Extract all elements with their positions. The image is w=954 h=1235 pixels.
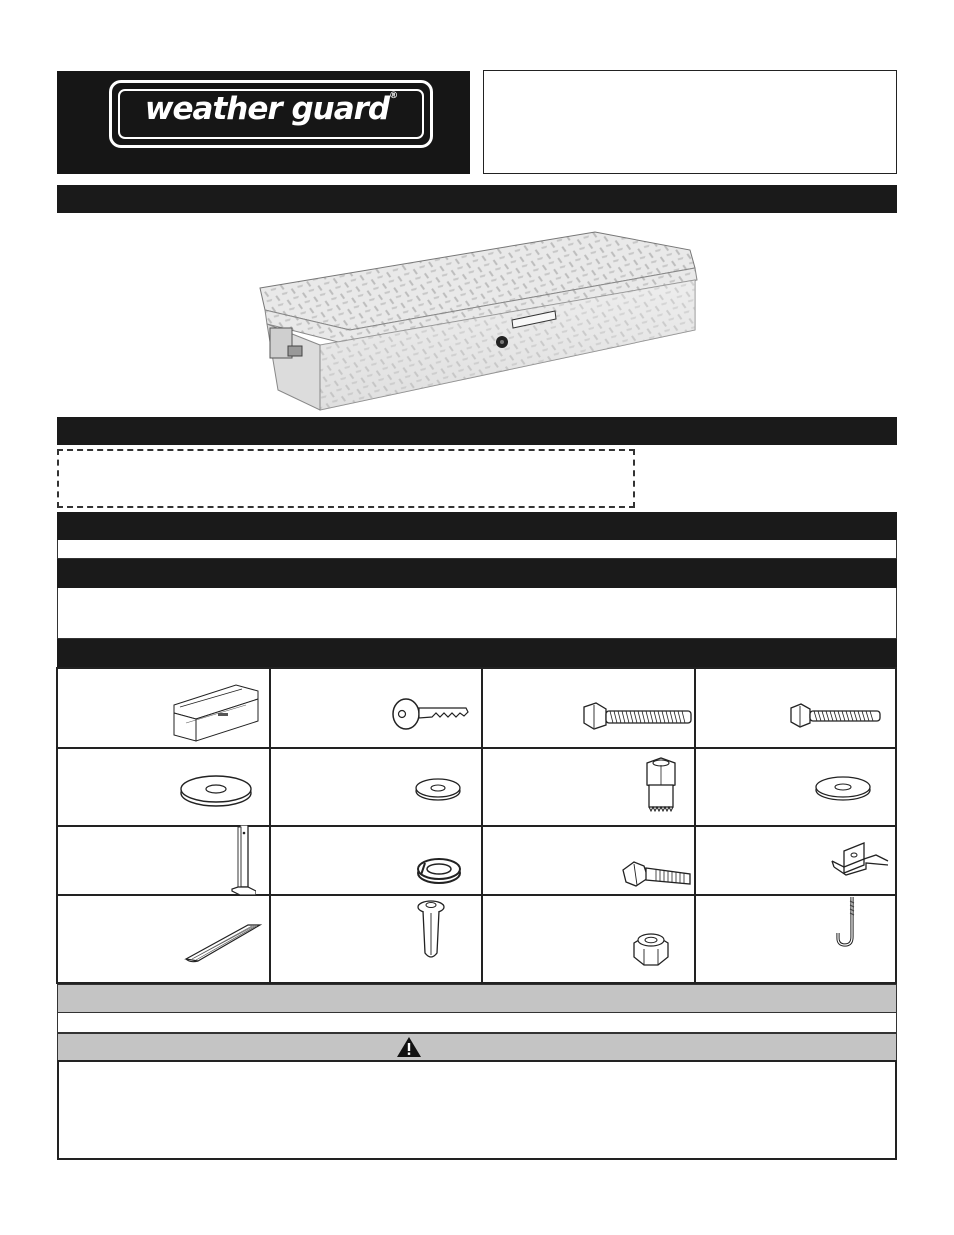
warning-icon-wrap <box>396 1036 422 1063</box>
parts-cell-long-bolt <box>580 699 695 740</box>
parts-cell-key <box>390 694 470 739</box>
small-washer-icon <box>413 775 463 803</box>
flat-washer-icon <box>813 773 873 803</box>
parts-cell-rubber-strip <box>184 919 264 968</box>
parts-cell-nut-insert <box>641 755 681 822</box>
model-info-box <box>483 70 897 174</box>
parts-cell-large-washer <box>178 773 254 814</box>
parts-cell-clip-bracket <box>830 839 892 886</box>
brand-logo-text: weather guard <box>144 91 390 127</box>
parts-grid <box>56 667 897 984</box>
j-hook-icon <box>834 895 864 949</box>
toolbox-photo <box>250 220 705 415</box>
large-washer-icon <box>178 773 254 809</box>
section-bar-grey <box>57 984 897 1013</box>
parts-cell-toolbox <box>166 677 264 748</box>
section-bar-tools <box>57 512 897 540</box>
warning-triangle-icon <box>396 1036 422 1058</box>
registered-mark: ® <box>389 91 398 101</box>
l-bracket-icon <box>216 825 256 897</box>
warning-bar <box>57 1033 897 1061</box>
parts-cell-flat-washer <box>813 773 873 808</box>
parts-cell-lock-nut <box>630 929 672 974</box>
nut-insert-icon <box>641 755 681 817</box>
brand-logo <box>112 91 430 127</box>
short-bolt-icon <box>620 856 695 890</box>
plastic-rivet-icon <box>414 897 448 963</box>
lock-washer-icon <box>413 855 465 887</box>
parts-cell-l-bracket <box>216 825 256 902</box>
rubber-strip-icon <box>184 919 264 963</box>
notes-row <box>57 588 897 639</box>
section-bar-product <box>57 185 897 213</box>
section-bar-parts <box>57 639 897 667</box>
parts-cell-j-hook <box>834 895 864 954</box>
grey-section-row <box>57 1013 897 1033</box>
section-bar-model <box>57 417 897 445</box>
key-icon <box>390 694 470 734</box>
bolt-icon <box>788 701 883 733</box>
section-bar-notes <box>57 559 897 588</box>
parts-cell-plastic-rivet <box>414 897 448 968</box>
tools-row <box>57 540 897 559</box>
toolbox-icon <box>250 220 705 415</box>
parts-cell-small-washer <box>413 775 463 808</box>
lock-nut-icon <box>630 929 672 969</box>
warning-content-box <box>57 1060 897 1160</box>
model-number-dashed-box <box>57 449 635 508</box>
brand-logo-frame <box>109 80 433 148</box>
parts-cell-short-bolt <box>620 856 695 895</box>
clip-bracket-icon <box>830 839 892 881</box>
parts-cell-lock-washer <box>413 855 465 892</box>
brand-logo-block <box>57 71 470 174</box>
parts-cell-bolt <box>788 701 883 738</box>
toolbox-icon <box>166 677 264 743</box>
long-bolt-icon <box>580 699 695 735</box>
